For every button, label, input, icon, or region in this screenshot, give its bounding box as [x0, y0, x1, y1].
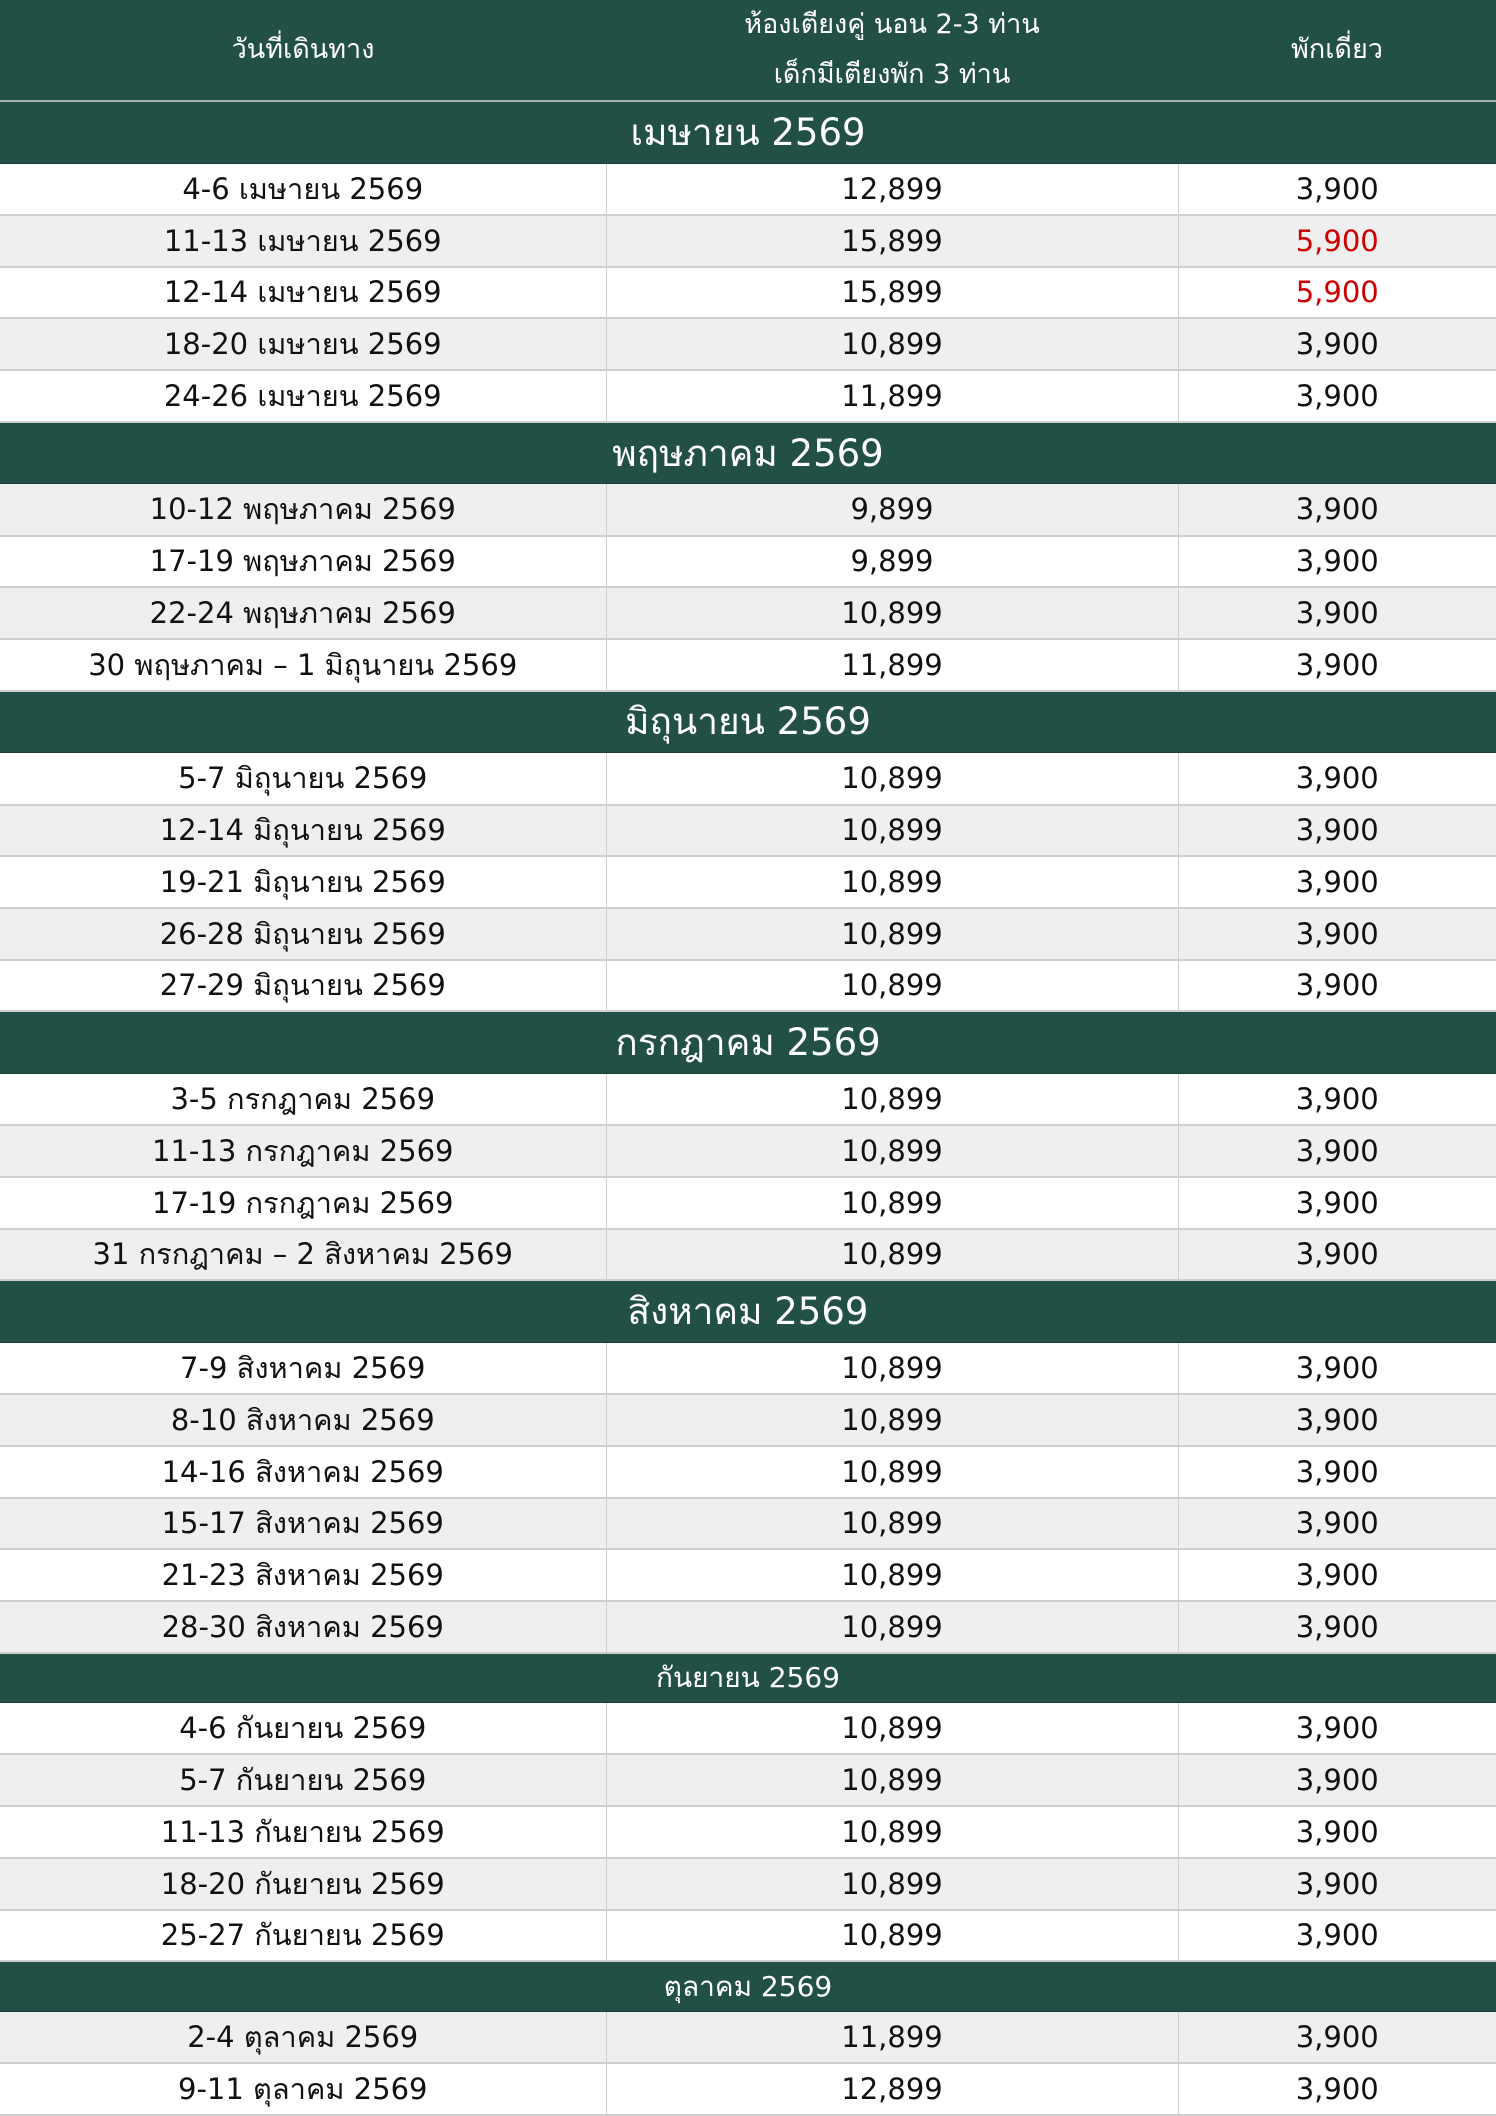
double-room-price-cell: 12,899: [606, 163, 1178, 215]
table-row: [0, 1229, 1496, 1281]
single-supplement-cell: 3,900: [1178, 1177, 1496, 1229]
date-cell: 12-14 เมษายน 2569: [0, 267, 606, 319]
table-row: [0, 267, 1496, 319]
date-cell: 3-5 กรกฎาคม 2569: [0, 1074, 606, 1126]
double-room-price-cell: 10,899: [606, 1910, 1178, 1962]
table-row: [0, 1125, 1496, 1177]
single-supplement-cell: 3,900: [1178, 1601, 1496, 1653]
date-cell: 2-4 ตุลาคม 2569: [0, 2011, 606, 2063]
date-cell: 5-7 มิถุนายน 2569: [0, 753, 606, 805]
double-room-price-cell: 10,899: [606, 318, 1178, 370]
single-supplement-cell: 3,900: [1178, 856, 1496, 908]
month-group-row: [0, 1961, 1496, 2011]
table-row: [0, 2063, 1496, 2115]
double-room-price-cell: 9,899: [606, 484, 1178, 536]
double-room-price-cell: 11,899: [606, 370, 1178, 422]
header-single: [1178, 0, 1496, 101]
double-room-price-cell: 10,899: [606, 908, 1178, 960]
table-row: [0, 805, 1496, 857]
date-cell: 21-23 สิงหาคม 2569: [0, 1549, 606, 1601]
double-room-price-cell: 10,899: [606, 1177, 1178, 1229]
date-cell: 26-28 มิถุนายน 2569: [0, 908, 606, 960]
double-room-price-cell: 9,899: [606, 536, 1178, 588]
single-supplement-cell: 3,900: [1178, 805, 1496, 857]
double-room-price-cell: 10,899: [606, 1498, 1178, 1550]
month-group-row: [0, 1653, 1496, 1703]
single-supplement-cell: 3,900: [1178, 1125, 1496, 1177]
single-supplement-cell: 3,900: [1178, 753, 1496, 805]
table-row: [0, 1177, 1496, 1229]
table-row: [0, 370, 1496, 422]
month-group-row: [0, 1280, 1496, 1342]
date-cell: 18-20 เมษายน 2569: [0, 318, 606, 370]
single-supplement-cell: 5,900: [1178, 267, 1496, 319]
double-room-price-cell: 10,899: [606, 1074, 1178, 1126]
double-room-price-cell: 15,899: [606, 267, 1178, 319]
double-room-price-cell: 10,899: [606, 1703, 1178, 1755]
single-supplement-cell: 3,900: [1178, 1342, 1496, 1394]
double-room-price-cell: 10,899: [606, 1806, 1178, 1858]
month-group-row: [0, 691, 1496, 753]
single-supplement-cell: 3,900: [1178, 1754, 1496, 1806]
table-row: [0, 318, 1496, 370]
table-row: [0, 960, 1496, 1012]
header-single-label: พักเดี่ยว: [1291, 34, 1383, 65]
single-supplement-cell: 3,900: [1178, 1446, 1496, 1498]
date-cell: 15-17 สิงหาคม 2569: [0, 1498, 606, 1550]
month-heading: กันยายน 2569: [0, 1653, 1496, 1703]
double-room-price-cell: 12,899: [606, 2063, 1178, 2115]
date-cell: 5-7 กันยายน 2569: [0, 1754, 606, 1806]
single-supplement-cell: 5,900: [1178, 215, 1496, 267]
single-supplement-cell: 3,900: [1178, 1858, 1496, 1910]
table-row: [0, 484, 1496, 536]
single-supplement-cell: 3,900: [1178, 1394, 1496, 1446]
month-heading: สิงหาคม 2569: [0, 1280, 1496, 1342]
month-group-row: [0, 422, 1496, 484]
date-cell: 22-24 พฤษภาคม 2569: [0, 587, 606, 639]
single-supplement-cell: 3,900: [1178, 1074, 1496, 1126]
table-row: [0, 1703, 1496, 1755]
date-cell: 4-6 เมษายน 2569: [0, 163, 606, 215]
date-cell: 12-14 มิถุนายน 2569: [0, 805, 606, 857]
date-cell: 18-20 กันยายน 2569: [0, 1858, 606, 1910]
date-cell: 24-26 เมษายน 2569: [0, 370, 606, 422]
table-body: [0, 101, 1496, 2115]
date-cell: 14-16 สิงหาคม 2569: [0, 1446, 606, 1498]
single-supplement-cell: 3,900: [1178, 1806, 1496, 1858]
double-room-price-cell: 10,899: [606, 1858, 1178, 1910]
single-supplement-cell: 3,900: [1178, 484, 1496, 536]
double-room-price-cell: 10,899: [606, 960, 1178, 1012]
date-cell: 28-30 สิงหาคม 2569: [0, 1601, 606, 1653]
table-row: [0, 639, 1496, 691]
single-supplement-cell: 3,900: [1178, 587, 1496, 639]
double-room-price-cell: 10,899: [606, 1342, 1178, 1394]
date-cell: 7-9 สิงหาคม 2569: [0, 1342, 606, 1394]
single-supplement-cell: 3,900: [1178, 370, 1496, 422]
table-header: [0, 0, 1496, 101]
date-cell: 4-6 กันยายน 2569: [0, 1703, 606, 1755]
single-supplement-cell: 3,900: [1178, 1498, 1496, 1550]
table-row: [0, 1446, 1496, 1498]
header-row: [0, 0, 1496, 101]
table-row: [0, 1074, 1496, 1126]
date-cell: 17-19 กรกฎาคม 2569: [0, 1177, 606, 1229]
table-row: [0, 215, 1496, 267]
single-supplement-cell: 3,900: [1178, 1549, 1496, 1601]
month-heading: พฤษภาคม 2569: [0, 422, 1496, 484]
month-heading: เมษายน 2569: [0, 101, 1496, 163]
single-supplement-cell: 3,900: [1178, 960, 1496, 1012]
date-cell: 25-27 กันยายน 2569: [0, 1910, 606, 1962]
table-row: [0, 1910, 1496, 1962]
header-double-room-line1: ห้องเตียงคู่ นอน 2-3 ท่าน: [744, 9, 1040, 40]
single-supplement-cell: 3,900: [1178, 639, 1496, 691]
header-double-room: [606, 0, 1178, 101]
single-supplement-cell: 3,900: [1178, 318, 1496, 370]
table-row: [0, 1601, 1496, 1653]
double-room-price-cell: 10,899: [606, 753, 1178, 805]
double-room-price-cell: 11,899: [606, 639, 1178, 691]
date-cell: 8-10 สิงหาคม 2569: [0, 1394, 606, 1446]
single-supplement-cell: 3,900: [1178, 163, 1496, 215]
header-double-room-line2: เด็กมีเตียงพัก 3 ท่าน: [773, 59, 1011, 90]
single-supplement-cell: 3,900: [1178, 2063, 1496, 2115]
double-room-price-cell: 10,899: [606, 1394, 1178, 1446]
month-heading: กรกฎาคม 2569: [0, 1011, 1496, 1073]
table-row: [0, 753, 1496, 805]
date-cell: 31 กรกฎาคม – 2 สิงหาคม 2569: [0, 1229, 606, 1281]
single-supplement-cell: 3,900: [1178, 1703, 1496, 1755]
month-group-row: [0, 1011, 1496, 1073]
double-room-price-cell: 10,899: [606, 805, 1178, 857]
month-group-row: [0, 101, 1496, 163]
double-room-price-cell: 11,899: [606, 2011, 1178, 2063]
date-cell: 19-21 มิถุนายน 2569: [0, 856, 606, 908]
date-cell: 17-19 พฤษภาคม 2569: [0, 536, 606, 588]
month-heading: มิถุนายน 2569: [0, 691, 1496, 753]
double-room-price-cell: 10,899: [606, 1549, 1178, 1601]
table-row: [0, 1342, 1496, 1394]
table-row: [0, 1549, 1496, 1601]
date-cell: 27-29 มิถุนายน 2569: [0, 960, 606, 1012]
table-row: [0, 536, 1496, 588]
table-row: [0, 587, 1496, 639]
date-cell: 10-12 พฤษภาคม 2569: [0, 484, 606, 536]
table-row: [0, 856, 1496, 908]
date-cell: 9-11 ตุลาคม 2569: [0, 2063, 606, 2115]
table-row: [0, 1394, 1496, 1446]
date-cell: 11-13 กันยายน 2569: [0, 1806, 606, 1858]
table-row: [0, 1498, 1496, 1550]
date-cell: 30 พฤษภาคม – 1 มิถุนายน 2569: [0, 639, 606, 691]
double-room-price-cell: 10,899: [606, 856, 1178, 908]
table-row: [0, 1754, 1496, 1806]
month-heading: ตุลาคม 2569: [0, 1961, 1496, 2011]
double-room-price-cell: 10,899: [606, 1754, 1178, 1806]
table-row: [0, 1806, 1496, 1858]
single-supplement-cell: 3,900: [1178, 908, 1496, 960]
double-room-price-cell: 15,899: [606, 215, 1178, 267]
single-supplement-cell: 3,900: [1178, 536, 1496, 588]
table-row: [0, 163, 1496, 215]
header-date-label: วันที่เดินทาง: [231, 34, 375, 65]
single-supplement-cell: 3,900: [1178, 1910, 1496, 1962]
double-room-price-cell: 10,899: [606, 587, 1178, 639]
single-supplement-cell: 3,900: [1178, 1229, 1496, 1281]
single-supplement-cell: 3,900: [1178, 2011, 1496, 2063]
date-cell: 11-13 เมษายน 2569: [0, 215, 606, 267]
double-room-price-cell: 10,899: [606, 1125, 1178, 1177]
double-room-price-cell: 10,899: [606, 1446, 1178, 1498]
header-date: [0, 0, 606, 101]
double-room-price-cell: 10,899: [606, 1601, 1178, 1653]
table-row: [0, 2011, 1496, 2063]
double-room-price-cell: 10,899: [606, 1229, 1178, 1281]
date-cell: 11-13 กรกฎาคม 2569: [0, 1125, 606, 1177]
table-row: [0, 1858, 1496, 1910]
table-row: [0, 908, 1496, 960]
